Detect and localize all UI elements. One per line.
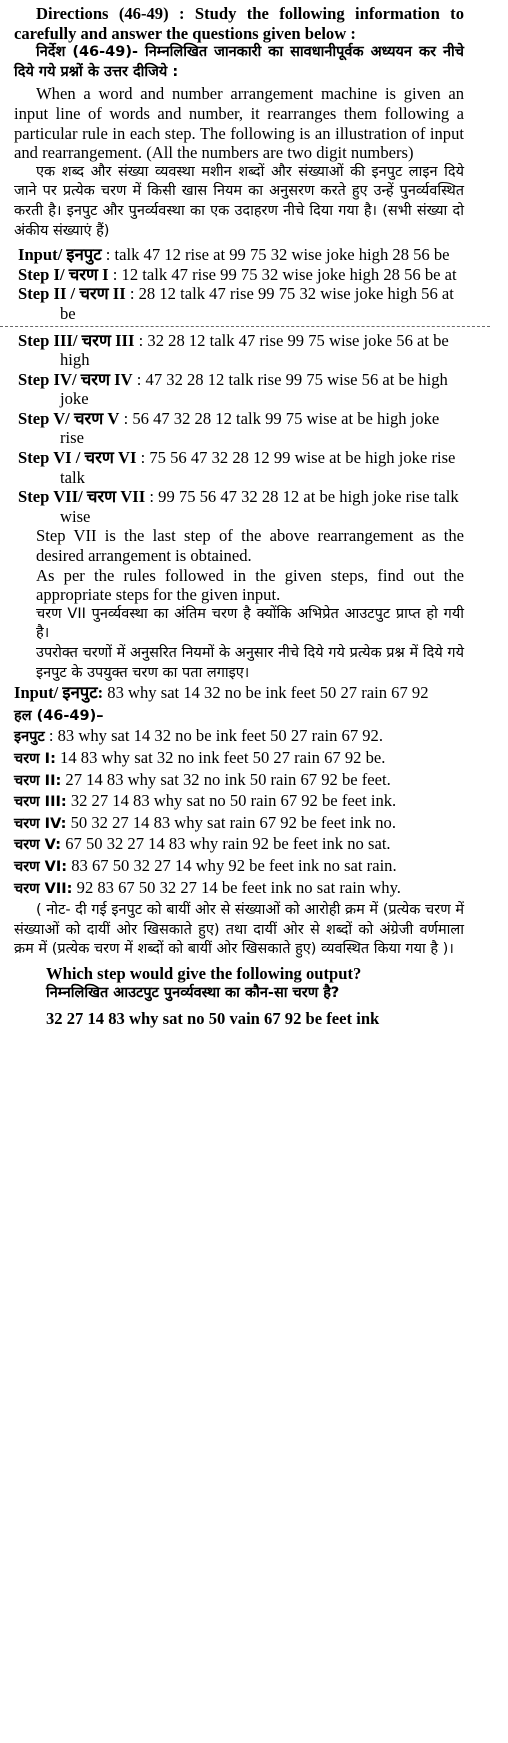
solution-step: चरण VII: 92 83 67 50 32 27 14 be feet ink no sat rain why.: [14, 877, 401, 897]
directions-heading-en: Directions (46-49) : Study the following information to carefully and answer the questions given below :: [14, 4, 464, 43]
example-step: Step II / चरण II : 28 12 talk 47 rise 99 75 32 wise joke high 56 at be: [18, 284, 454, 323]
solution-step: चरण I: 14 83 why sat 32 no ink feet 50 27 rain 67 92 be.: [14, 747, 386, 767]
solution-step: चरण II: 27 14 83 why sat 32 no ink 50 rain 67 92 be feet.: [14, 769, 391, 789]
directions-heading-hi: निर्देश (46-49)- निम्नलिखित जानकारी का सावधानीपूर्वक अध्ययन कर नीचे दिये गये प्रश्नों के उत्तर दीजिये :: [14, 44, 464, 80]
example-step: Input/ इनपुट : talk 47 12 rise at 99 75 32 wise joke high 28 56 be: [18, 245, 450, 265]
example-step: Step IV/ चरण IV : 47 32 28 12 talk rise 99 75 wise 56 at be high joke: [18, 369, 448, 409]
given-input: Input/ इनपुट: 83 why sat 14 32 no be ink feet 50 27 rain 67 92: [14, 683, 429, 703]
question-en: Which step would give the following output?: [46, 963, 362, 983]
page-divider: [0, 326, 490, 327]
solution-step: चरण VI: 83 67 50 32 27 14 why 92 be feet ink no sat rain.: [14, 855, 397, 875]
solution-step: इनपुट : 83 why sat 14 32 no be ink feet 50 27 rain 67 92.: [14, 726, 384, 746]
example-step: Step V/ चरण V : 56 47 32 28 12 talk 99 75 wise at be high joke rise: [18, 408, 440, 448]
note-hi-2: उपरोक्त चरणों में अनुसरित नियमों के अनुसार नीचे दिये गये प्रत्येक प्रश्न में दिये गये इनपुट के उपयुक्त चरण का पता लगाइए।: [36, 645, 464, 681]
example-step: Step III/ चरण III : 32 28 12 talk 47 rise 99 75 wise joke 56 at be high: [18, 330, 449, 370]
solution-steps: [14, 726, 464, 899]
question-hi: निम्नलिखित आउटपुट पुनर्व्यवस्था का कौन-सा चरण है?: [46, 984, 340, 1001]
solution-step: चरण IV: 50 32 27 14 83 why sat rain 67 92 be feet ink no.: [14, 812, 396, 832]
note-hi-1: चरण VII पुनर्व्यवस्था का अंतिम चरण है क्योंकि अभिप्रेत आउटपुट प्राप्त हो गयी है।: [36, 605, 464, 642]
note-en-2: As per the rules followed in the given steps, find out the appropriate steps for the given input.: [36, 565, 464, 605]
intro-en: When a word and number arrangement machine is given an input line of words and number, it rearranges them following a particular rule in each step. The following is an illustration of input and rearrangement. (All the numbers are two digit numbers): [14, 84, 464, 163]
example-steps: [14, 245, 464, 526]
solution-heading: हल (46-49)–: [14, 707, 104, 724]
note-en-1: Step VII is the last step of the above rearrangement as the desired arrangement is obtained.: [36, 526, 464, 566]
example-step: Step VII/ चरण VII : 99 75 56 47 32 28 12 at be high joke rise talk wise: [18, 487, 459, 526]
intro-hi: एक शब्द और संख्या व्यवस्था मशीन शब्दों और संख्याओं की इनपुट लाइन दिये जाने पर प्रत्येक चरण में किसी खास नियम का अनुसरण करते हुए उन्हें पुनर्व्यवस्थित करती है। इनपुट और पुनर्व्यवस्था का एक उदाहरण नीचे दिया गया है। (सभी संख्या दो अंकीय संख्याएं हैं): [14, 163, 464, 239]
solution-note: ( नोट- दी गई इनपुट को बायीं ओर से संख्याओं को आरोही क्रम में (प्रत्येक चरण में संख्याओं को दायीं ओर खिसकाते हुए) तथा दायीं ओर से शब्दों को अंग्रेजी वर्णमाला क्रम में (प्रत्येक चरण में शब्दों को बायीं ओर खिसकाते हुए) व्यवस्थित किया गया है )।: [14, 902, 464, 958]
question-output: 32 27 14 83 why sat no 50 vain 67 92 be feet ink: [46, 1009, 380, 1029]
solution-step: चरण III: 32 27 14 83 why sat no 50 rain 67 92 be feet ink.: [14, 791, 397, 811]
solution-step: चरण V: 67 50 32 27 14 83 why rain 92 be feet ink no sat.: [14, 834, 391, 854]
example-step: Step I/ चरण I : 12 talk 47 rise 99 75 32 wise joke high 28 56 be at: [18, 264, 457, 284]
example-step: Step VI / चरण VI : 75 56 47 32 28 12 99 wise at be high joke rise talk: [18, 448, 456, 487]
